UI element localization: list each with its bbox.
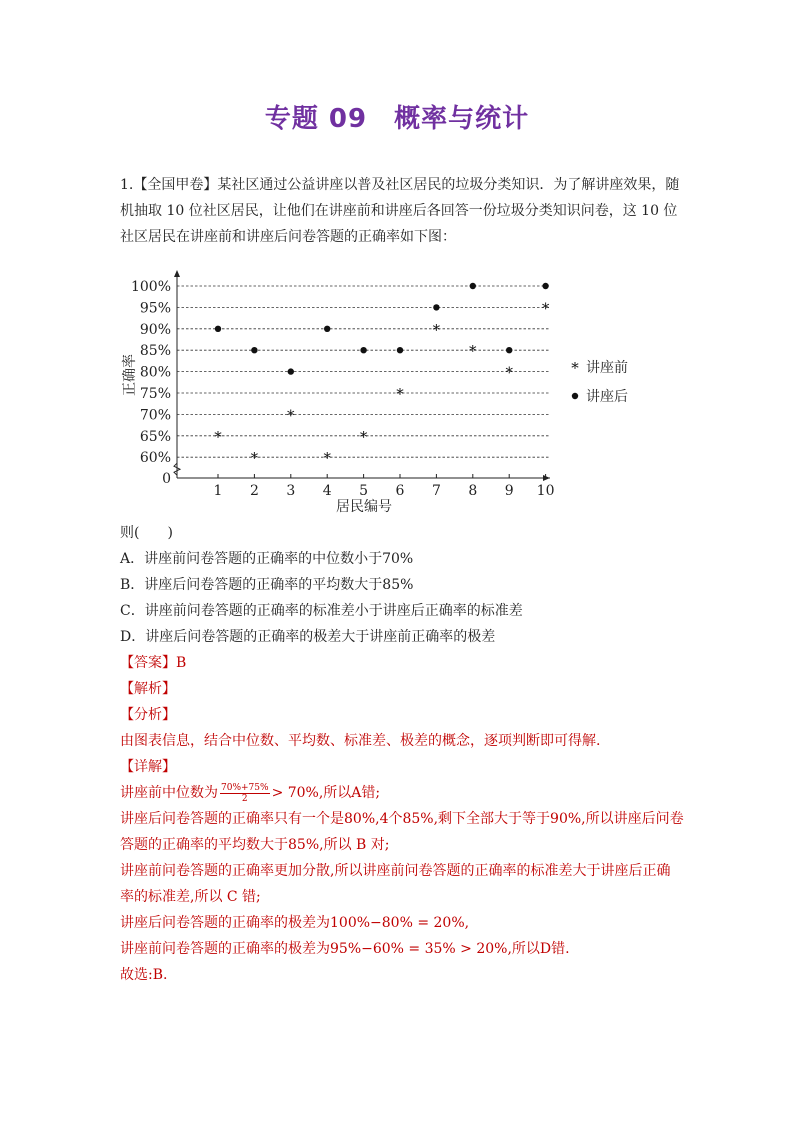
before-lecture-point: * [323,449,331,468]
legend-marker-before: * [571,359,579,377]
answer-label: 【答案】B [120,655,187,671]
after-lecture-point [251,347,257,353]
after-lecture-point [288,368,294,374]
fraction-numerator: 70%+75% [221,782,269,793]
x-tick-label: 10 [536,483,555,499]
after-lecture-point [360,347,366,353]
x-tick-label: 5 [359,483,369,499]
before-lecture-point: * [505,363,513,382]
x-tick-label: 7 [431,483,441,499]
y-tick-label: 70% [139,407,171,424]
after-lecture-point [542,283,548,289]
before-lecture-point: * [250,449,259,468]
question-text: 1.【全国甲卷】某社区通过公益讲座以普及社区居民的垃圾分类知识．为了解讲座效果，随机抽取 10 位社区居民，让他们在讲座前和讲座后各回答一份垃圾分类知识问卷，这 10 位社区居民在讲座前和讲座后问卷答题的正确率如下图： [120,177,680,245]
before-lecture-point: * [287,406,295,425]
before-lecture-point: * [432,320,441,339]
median-fraction [220,783,270,804]
detail-line-7: 讲座前问卷答题的正确率的极差为95%−60% = 35% > 20%,所以D错. [120,941,570,957]
detail-line-2: 讲座后问卷答题的正确率只有一个是80%,4个85%,剩下全部大于等于90%,所以讲座后问卷 [120,811,684,827]
y-tick-label: 0 [162,471,171,487]
before-lecture-point: * [396,385,404,403]
page-title: 专题 09 概率与统计 [264,104,530,134]
question-stem-tail: 则( ) [120,525,173,541]
after-lecture-point [470,283,476,289]
x-tick-label: 8 [468,483,478,499]
x-tick-label: 6 [395,483,405,499]
before-lecture-point: * [541,299,550,318]
y-axis-arrow [174,270,180,277]
y-tick-label: 90% [139,321,171,338]
scatter-chart [120,270,660,520]
y-axis-title: 正确率 [122,354,138,396]
detail-line-3: 答题的正确率的平均数大于85%,所以 B 对; [120,837,390,853]
x-tick-label: 9 [504,483,514,499]
option-c: C．讲座前问卷答题的正确率的标准差小于讲座后正确率的标准差 [120,603,523,619]
after-lecture-point [506,347,512,353]
legend-label: 讲座后 [586,389,628,405]
analysis-label: 【解析】 [120,681,176,697]
y-tick-label: 100% [130,279,171,295]
legend-marker-after [572,393,578,399]
y-tick-label: 80% [139,364,171,381]
option-a: A．讲座前问卷答题的正确率的中位数小于70% [120,551,414,567]
after-lecture-point [215,326,221,332]
legend-label: 讲座前 [586,360,628,376]
fraction-denominator: 2 [241,793,248,804]
detail-label: 【详解】 [120,759,176,775]
detail-line-1-prefix: 讲座前中位数为 [120,785,218,801]
after-lecture-point [433,304,439,310]
detail-line-1 [120,780,700,806]
y-tick-label: 95% [139,300,171,317]
fenxi-label: 【分析】 [120,707,176,723]
detail-line-5: 率的标准差,所以 C 错; [120,889,261,905]
detail-line-1-suffix: > 70%,所以A错; [271,785,381,801]
fenxi-text: 由图表信息，结合中位数、平均数、标准差、极差的概念，逐项判断即可得解. [120,733,601,749]
y-tick-label: 60% [139,450,171,467]
x-tick-label: 1 [213,483,223,499]
before-lecture-point: * [469,342,477,361]
detail-line-6: 讲座后问卷答题的正确率的极差为100%−80% = 20%, [120,915,470,931]
x-tick-label: 3 [286,483,296,499]
before-lecture-point: * [359,427,368,446]
x-axis-arrow [543,475,550,481]
question-body [120,520,700,988]
y-tick-label: 65% [139,428,171,445]
detail-line-8: 故选:B. [120,967,168,983]
before-lecture-point: * [214,427,222,446]
y-tick-label: 75% [139,386,171,402]
after-lecture-point [324,326,330,332]
detail-line-4: 讲座前问卷答题的正确率更加分散,所以讲座前问卷答题的正确率的标准差大于讲座后正确 [120,863,671,879]
x-tick-label: 4 [322,483,332,499]
x-tick-label: 2 [249,483,259,499]
option-b: B．讲座后问卷答题的正确率的平均数大于85% [120,577,414,593]
option-d: D．讲座后问卷答题的正确率的极差大于讲座前正确率的极差 [120,629,496,645]
x-axis-title: 居民编号 [336,499,392,515]
y-tick-label: 85% [139,343,171,360]
after-lecture-point [397,347,403,353]
